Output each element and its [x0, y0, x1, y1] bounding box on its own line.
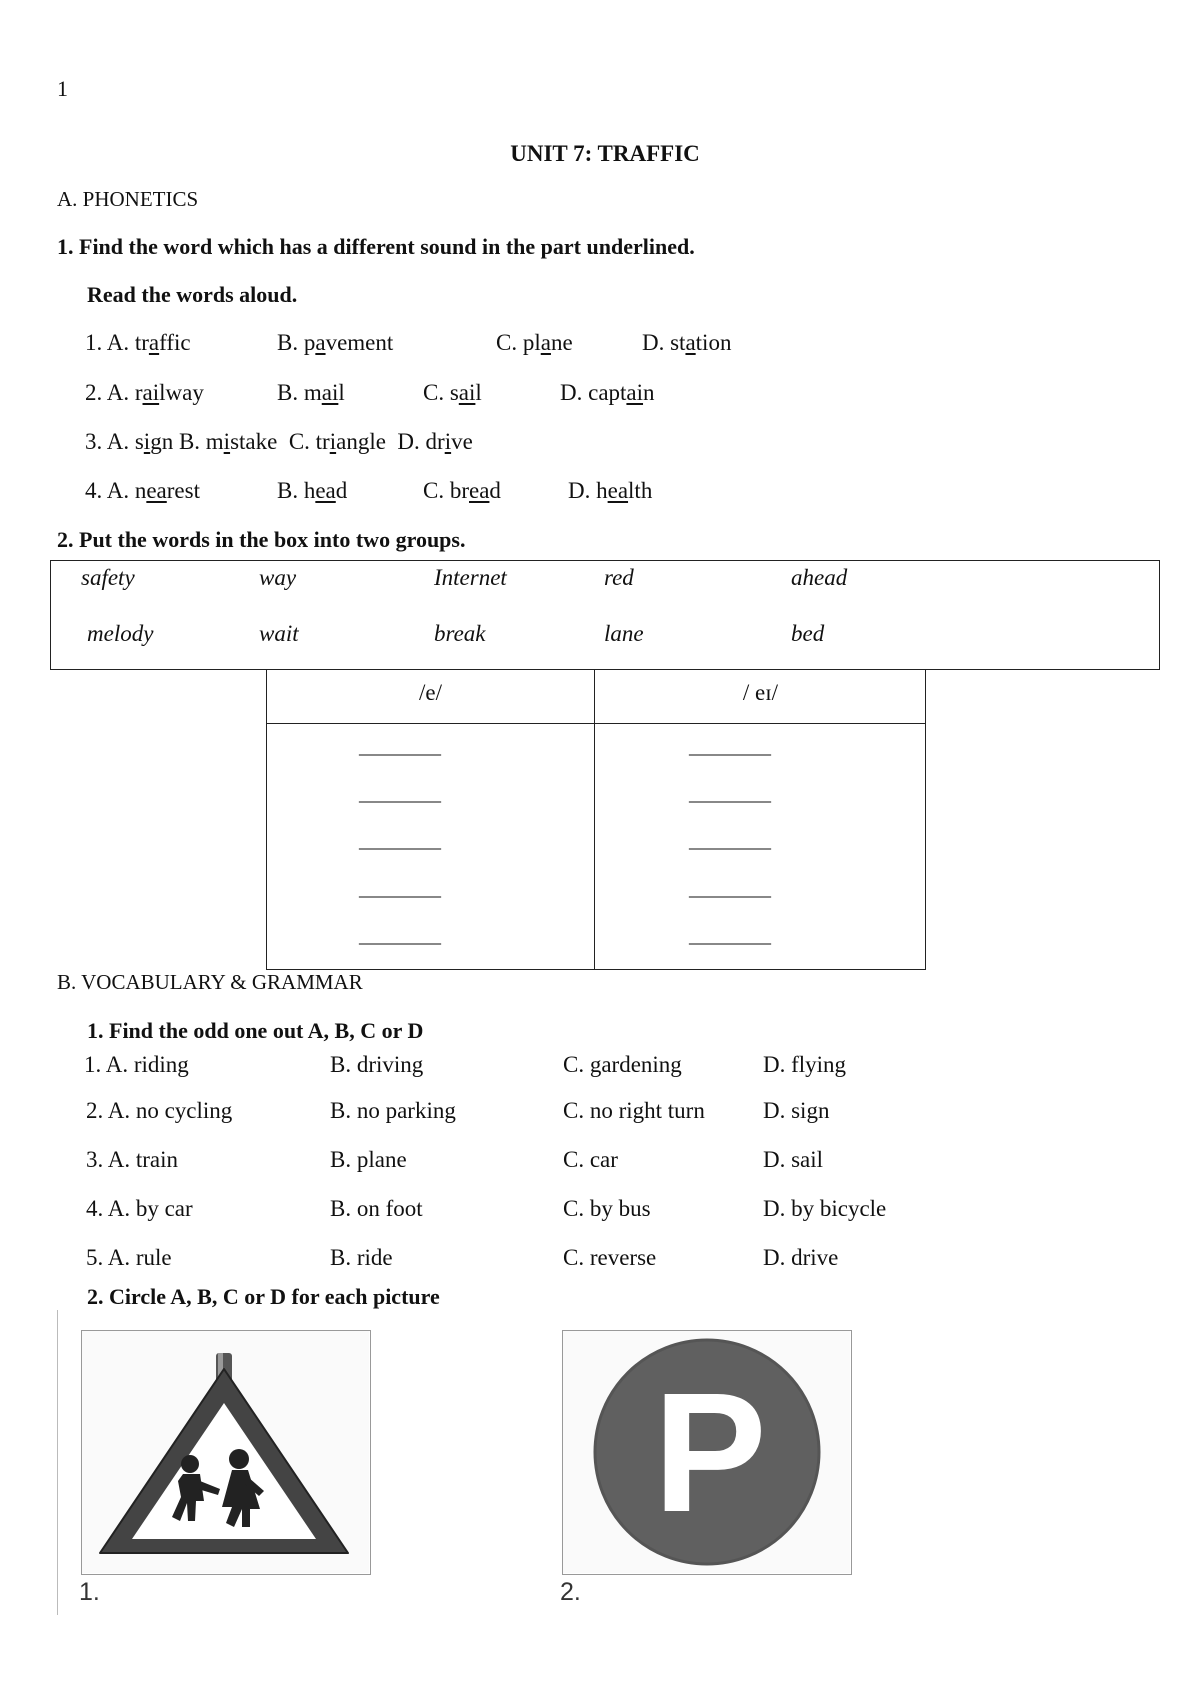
word: Internet [434, 565, 507, 590]
column-header-e: /e/ [419, 680, 442, 705]
answer-blank[interactable]: _________ [689, 783, 770, 805]
exercise-2-heading: 2. Put the words in the box into two groups. [57, 527, 466, 552]
children-crossing-sign-icon [82, 1331, 369, 1573]
phonetics-question-2-option-c: C. sail [423, 380, 482, 405]
phonetics-question-2-option-d: D. captain [560, 380, 655, 405]
odd-one-out-2-d: D. sign [763, 1098, 830, 1123]
phonetics-question-4-option-b: B. head [277, 478, 348, 503]
odd-one-out-1-c: C. gardening [563, 1052, 682, 1077]
word: red [604, 565, 634, 590]
odd-one-out-3-a: 3. A. train [86, 1147, 178, 1172]
phonetics-question-3: 3. A. sign B. mistake C. triangle D. drive [85, 429, 473, 454]
answer-blank[interactable]: _________ [359, 925, 440, 947]
odd-one-out-5-b: B. ride [330, 1245, 393, 1270]
phonetics-question-1-option-b: B. pavement [277, 330, 394, 355]
answer-blank[interactable]: _________ [689, 925, 770, 947]
picture-1-frame [81, 1330, 371, 1575]
odd-one-out-5-a: 5. A. rule [86, 1245, 172, 1270]
answer-blank[interactable]: _________ [359, 736, 440, 758]
sound-groups-table [266, 670, 926, 970]
word-box [50, 560, 1160, 670]
phonetics-question-4: 4. A. nearest [85, 478, 200, 503]
odd-one-out-2-a: 2. A. no cycling [86, 1098, 233, 1123]
picture-area [57, 1310, 887, 1615]
answer-blank[interactable]: _________ [689, 830, 770, 852]
phonetics-question-1-option-c: C. plane [496, 330, 573, 355]
odd-one-out-3-d: D. sail [763, 1147, 824, 1172]
word: break [434, 621, 486, 646]
odd-one-out-5-c: C. reverse [563, 1245, 657, 1270]
answer-blank[interactable]: _________ [359, 783, 440, 805]
option-a: traffic [134, 330, 191, 355]
odd-one-out-2-b: B. no parking [330, 1098, 456, 1123]
answer-blank[interactable]: _________ [359, 830, 440, 852]
section-b-heading: B. VOCABULARY & GRAMMAR [57, 970, 363, 994]
page-number: 1 [57, 76, 68, 101]
phonetics-question-1: 1. A. traffic [85, 330, 191, 355]
odd-one-out-1-a: 1. A. riding [84, 1052, 189, 1077]
parking-sign-icon [563, 1331, 850, 1573]
odd-one-out-1-b: B. driving [330, 1052, 424, 1077]
word: safety [81, 565, 135, 590]
picture-2-number: 2. [560, 1578, 581, 1606]
vocab-exercise-2-heading: 2. Circle A, B, C or D for each picture [87, 1284, 440, 1309]
answer-blank[interactable]: _________ [689, 878, 770, 900]
phonetics-question-2-option-b: B. mail [277, 380, 345, 405]
vocab-exercise-1-heading: 1. Find the odd one out A, B, C or D [87, 1018, 424, 1043]
odd-one-out-4-b: B. on foot [330, 1196, 423, 1221]
phonetics-question-2: 2. A. railway [85, 380, 204, 405]
exercise-1-heading: 1. Find the word which has a different sound in the part underlined. [57, 234, 695, 259]
odd-one-out-3-b: B. plane [330, 1147, 407, 1172]
section-a-heading: A. PHONETICS [57, 187, 199, 211]
column-header-ei: / eɪ/ [742, 680, 779, 705]
picture-1-number: 1. [79, 1578, 100, 1606]
word: way [259, 565, 297, 590]
odd-one-out-4-d: D. by bicycle [763, 1196, 887, 1221]
phonetics-question-4-option-d: D. health [568, 478, 653, 503]
word: lane [604, 621, 644, 646]
odd-one-out-3-c: C. car [563, 1147, 618, 1172]
word: melody [87, 621, 154, 646]
answer-blank[interactable]: _________ [689, 736, 770, 758]
odd-one-out-4-c: C. by bus [563, 1196, 651, 1221]
exercise-1-subheading: Read the words aloud. [87, 282, 298, 307]
odd-one-out-1-d: D. flying [763, 1052, 847, 1077]
odd-one-out-4-a: 4. A. by car [86, 1196, 193, 1221]
word: bed [791, 621, 825, 646]
picture-2-frame [562, 1330, 852, 1575]
odd-one-out-2-c: C. no right turn [563, 1098, 705, 1123]
answer-blank[interactable]: _________ [359, 878, 440, 900]
phonetics-question-1-option-d: D. station [642, 330, 732, 355]
page-title: UNIT 7: TRAFFIC [510, 141, 700, 166]
parking-letter: P [653, 1358, 767, 1548]
word: ahead [791, 565, 848, 590]
word: wait [259, 621, 299, 646]
odd-one-out-5-d: D. drive [763, 1245, 839, 1270]
phonetics-question-4-option-c: C. bread [423, 478, 501, 503]
